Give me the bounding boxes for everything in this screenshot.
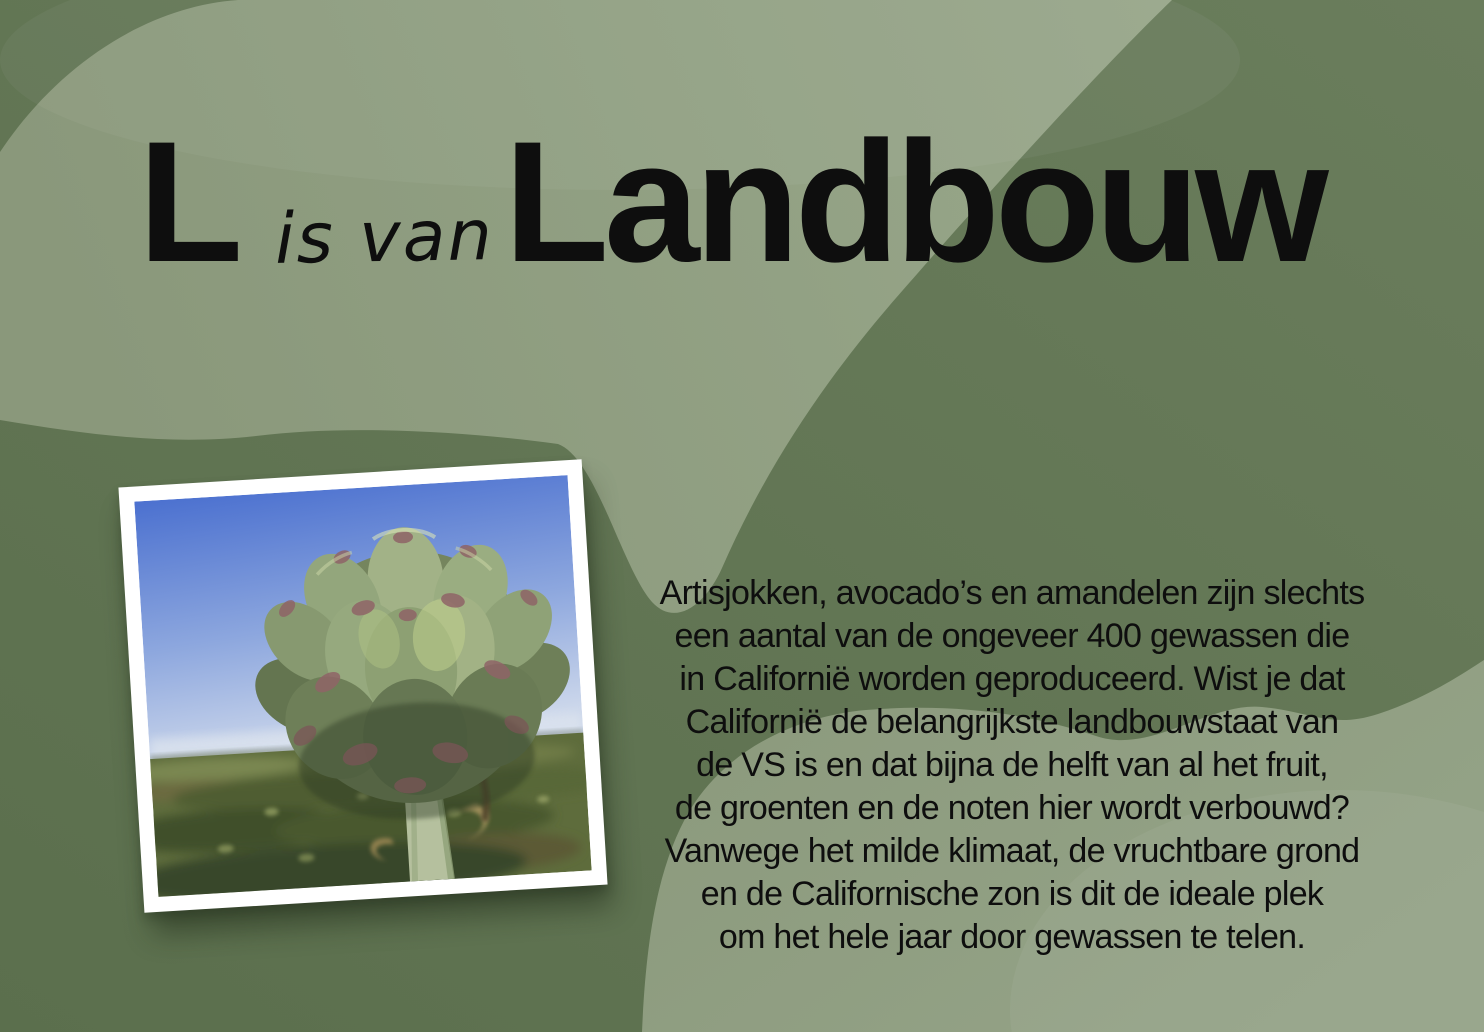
paragraph-line: Vanwege het milde klimaat, de vruchtbare grond xyxy=(664,832,1360,870)
paragraph-line: en de Californische zon is dit de ideale plek xyxy=(700,875,1324,913)
title-letter: L xyxy=(138,106,240,298)
artichoke-photo-image xyxy=(134,475,591,897)
paragraph-line: de VS is en dat bijna de helft van al het fruit, xyxy=(696,746,1328,784)
paragraph-line: een aantal van de ongeveer 400 gewassen die xyxy=(674,617,1350,655)
paragraph-line: Californië de belangrijkste landbouwstaat van xyxy=(685,703,1339,741)
title-connector: is van xyxy=(274,194,495,280)
title-word: Landbouw xyxy=(503,106,1324,298)
paragraph-line: Artisjokken, avocado’s en amandelen zijn slechts xyxy=(659,574,1365,612)
paragraph-line: in Californië worden geproduceerd. Wist je dat xyxy=(679,660,1345,698)
page-title xyxy=(138,106,1468,298)
body-paragraph xyxy=(612,572,1412,959)
paragraph-line: om het hele jaar door gewassen te telen. xyxy=(718,918,1306,956)
artichoke-photo xyxy=(118,459,607,913)
paragraph-line: de groenten en de noten hier wordt verbouwd? xyxy=(674,789,1350,827)
